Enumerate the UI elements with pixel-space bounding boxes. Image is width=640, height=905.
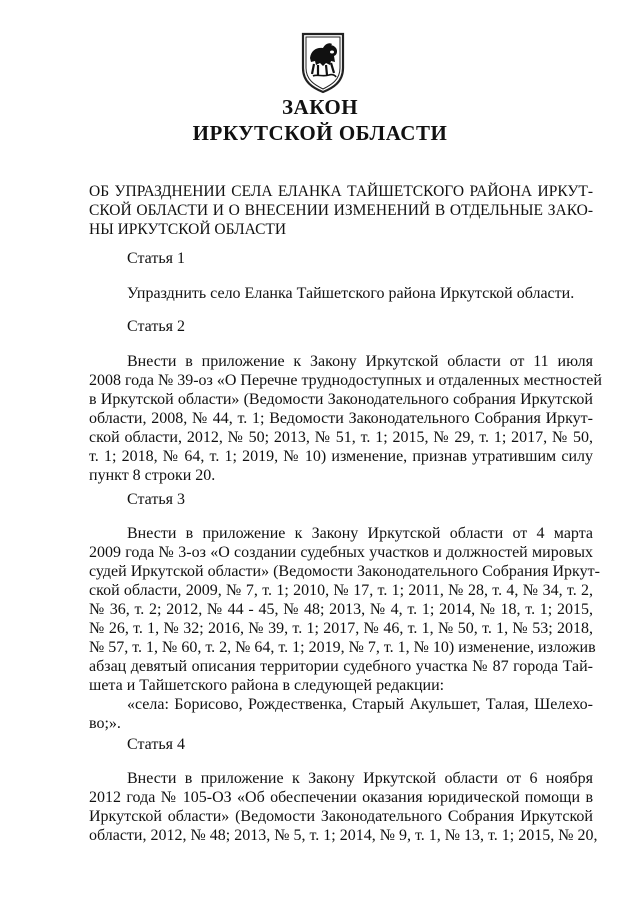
article-4-body <box>89 769 598 845</box>
paragraph-line: 2012 года № 105-ОЗ «Об обеспечении оказания юридической помощи в <box>89 789 593 806</box>
paragraph-line: Иркутской области» (Ведомости Законодательного Собрания Иркутской <box>89 808 593 825</box>
coat-of-arms-icon <box>299 30 347 94</box>
article-1-text: Упразднить село Еланка Тайшетского района Иркутской области. <box>127 285 575 302</box>
region-title: ИРКУТСКОЙ ОБЛАСТИ <box>192 121 448 145</box>
paragraph-line: 2009 года № 3-оз «О создании судебных участков и должностей мировых <box>89 544 593 561</box>
paragraph-line: № 36, т. 2; 2012, № 44 - 45, № 48; 2013, № 4, т. 1; 2014, № 18, т. 1; 2015, <box>89 601 593 618</box>
paragraph-line: области, 2012, № 48; 2013, № 5, т. 1; 2014, № 9, т. 1, № 13, т. 1; 2015, № 20, <box>89 827 598 844</box>
paragraph-line: 2008 года № 39-оз «О Перечне труднодоступных и отдаленных местностей <box>89 372 602 389</box>
paragraph-line: шета и Тайшетского района в следующей редакции: <box>89 677 445 694</box>
paragraph-line: ской области, 2009, № 7, т. 1; 2010, № 17, т. 1; 2011, № 28, т. 4, № 34, т. 2, <box>89 582 593 599</box>
paragraph-line: № 57, т. 1, № 60, т. 2, № 64, т. 1; 2019, № 7, т. 1, № 10) изменение, изложив <box>89 639 596 656</box>
quoted-line: во;». <box>89 715 121 732</box>
paragraph-line: области, 2008, № 44, т. 1; Ведомости Законодательного Собрания Иркут- <box>89 410 593 427</box>
paragraph-line: т. 1; 2018, № 64, т. 1; 2019, № 10) изменение, признав утратившим силу <box>89 448 593 465</box>
paragraph-line: Внести в приложение к Закону Иркутской области от 4 марта <box>127 525 593 542</box>
subtitle-line: ОБ УПРАЗДНЕНИИ СЕЛА ЕЛАНКА ТАЙШЕТСКОГО РАЙОНА ИРКУТ- <box>89 183 593 200</box>
paragraph-line: Внести в приложение к Закону Иркутской области от 11 июля <box>127 353 593 370</box>
article-4-heading: Статья 4 <box>127 736 185 753</box>
paragraph-line: в Иркутской области» (Ведомости Законодательного собрания Иркутской <box>89 391 593 408</box>
article-3-body <box>89 524 600 733</box>
article-1-heading: Статья 1 <box>127 250 185 267</box>
subtitle-line: НЫ ИРКУТСКОЙ ОБЛАСТИ <box>89 221 287 238</box>
paragraph-line: ской области, 2012, № 50; 2013, № 51, т. 1; 2015, № 29, т. 1; 2017, № 50, <box>89 429 593 446</box>
law-subtitle <box>89 182 593 239</box>
paragraph-line: № 26, т. 1, № 32; 2016, № 39, т. 1; 2017, № 46, т. 1, № 50, т. 1, № 53; 2018, <box>89 620 593 637</box>
article-2-heading: Статья 2 <box>127 318 185 335</box>
paragraph-line: пункт 8 строки 20. <box>89 467 216 484</box>
paragraph-line: Внести в приложение к Закону Иркутской области от 6 ноября <box>127 770 593 787</box>
paragraph-line: абзац девятый описания территории судебного участка № 87 города Тай- <box>89 658 593 675</box>
paragraph-line: судей Иркутской области» (Ведомости Законодательного Собрания Иркут- <box>89 563 600 580</box>
law-title: ЗАКОН <box>281 95 359 119</box>
subtitle-line: СКОЙ ОБЛАСТИ И О ВНЕСЕНИИ ИЗМЕНЕНИЙ В ОТДЕЛЬНЫЕ ЗАКО- <box>89 202 593 219</box>
article-2-body <box>89 352 602 485</box>
article-3-heading: Статья 3 <box>127 491 185 508</box>
quoted-line: «села: Борисово, Рождественка, Старый Акульшет, Талая, Шелехо- <box>127 696 593 713</box>
